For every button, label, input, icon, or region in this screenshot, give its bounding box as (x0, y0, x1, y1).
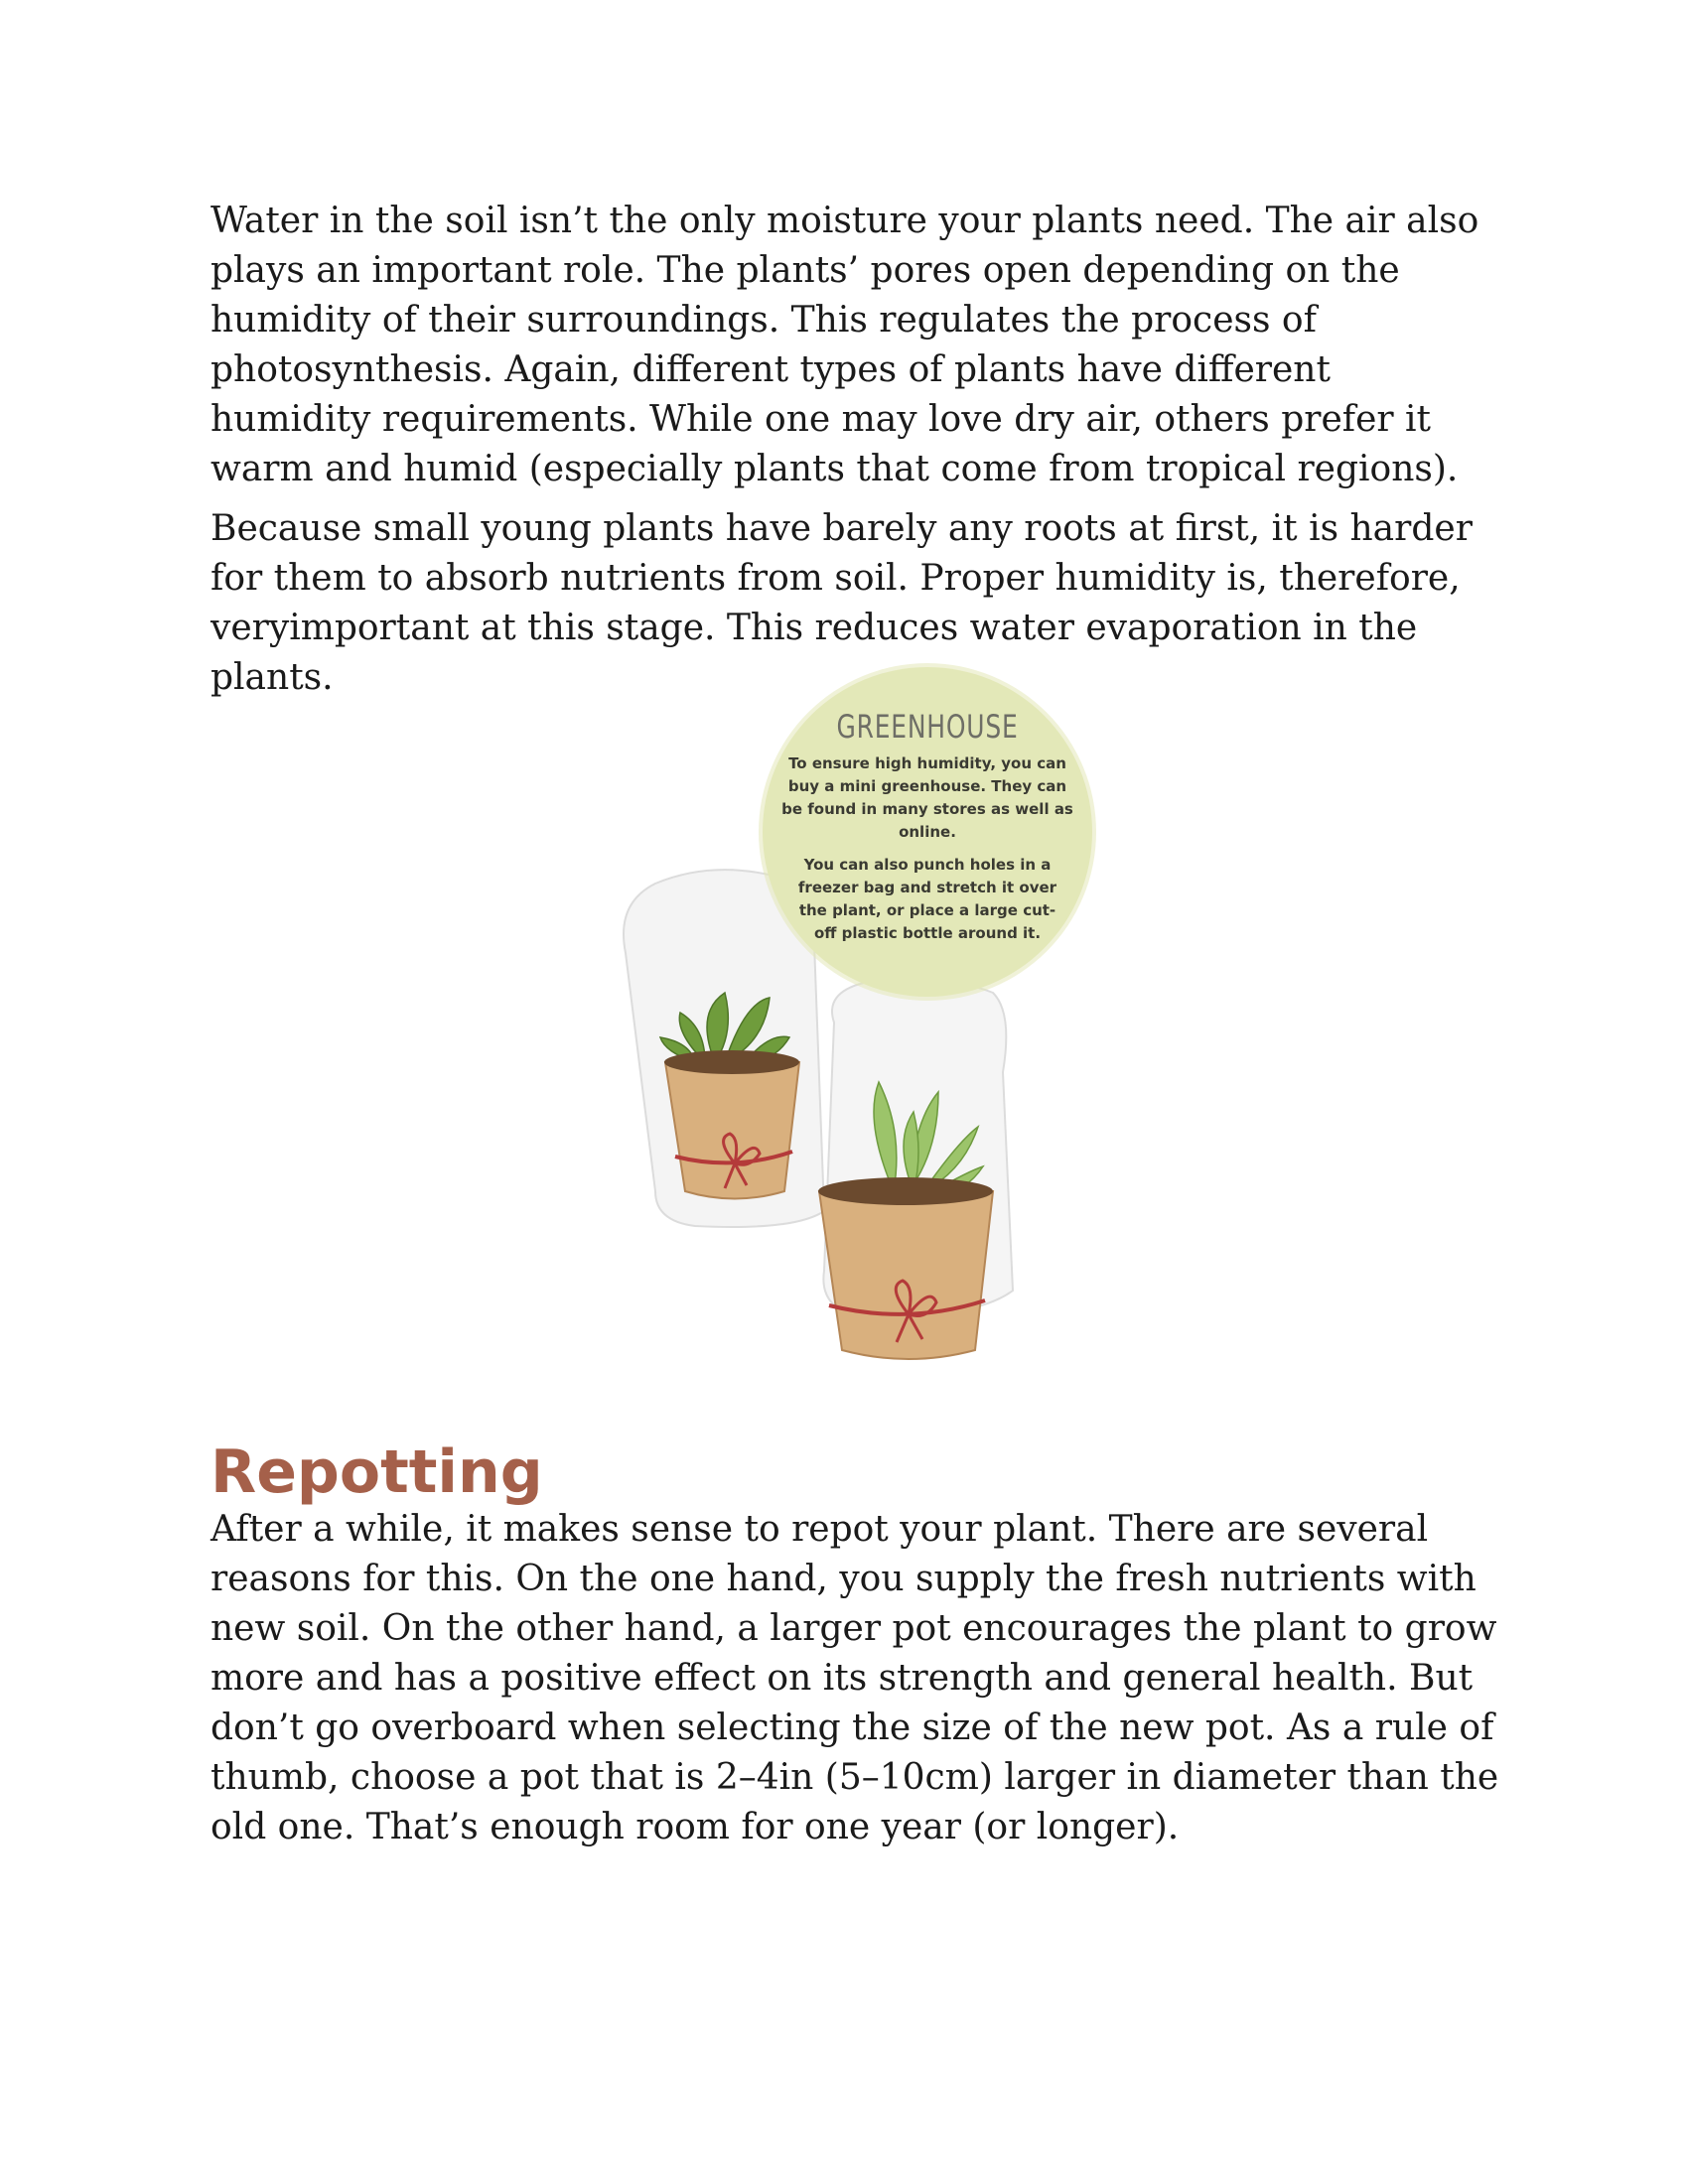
greenhouse-callout (763, 667, 1092, 997)
intro-paragraph: Water in the soil isn’t the only moisture your plants need. The air also plays an important role. The plants’ pores open depending on the humidity of their surroundings. This regulates the process of photosynthesis. Again, different types of plants have different humidity requirements. While one may love dry air, others prefer it warm and humid (especially plants that come from tropical regions). (211, 201, 1479, 489)
humidity-paragraph: Because small young plants have barely any roots at first, it is harder for them to absorb nutrients from soil. Proper humidity is, therefore, veryimportant at this stage. This reduces water evaporation in the plants. (211, 508, 1473, 698)
section-heading: Repotting (211, 1437, 543, 1507)
callout-text-2: You can also punch holes in a freezer bag and stretch it over the plant, or place a large cut-off plastic bottle around it. (797, 856, 1057, 942)
repotting-paragraph: After a while, it makes sense to repot your plant. There are several reasons for this. On the one hand, you supply the fresh nutrients with new soil. On the other hand, a larger pot encourages the plant to grow more and has a positive effect on its strength and general health. But don’t go overboard when selecting the size of the new pot. As a rule of thumb, choose a pot that is 2–4in (5–10cm) larger in diameter than the old one. That’s enough room for one year (or longer). (211, 1509, 1499, 1847)
callout-title: GREENHOUSE (836, 708, 1019, 746)
callout-text-1: To ensure high humidity, you can buy a mini greenhouse. They can be found in many stores as well as online. (781, 754, 1073, 841)
